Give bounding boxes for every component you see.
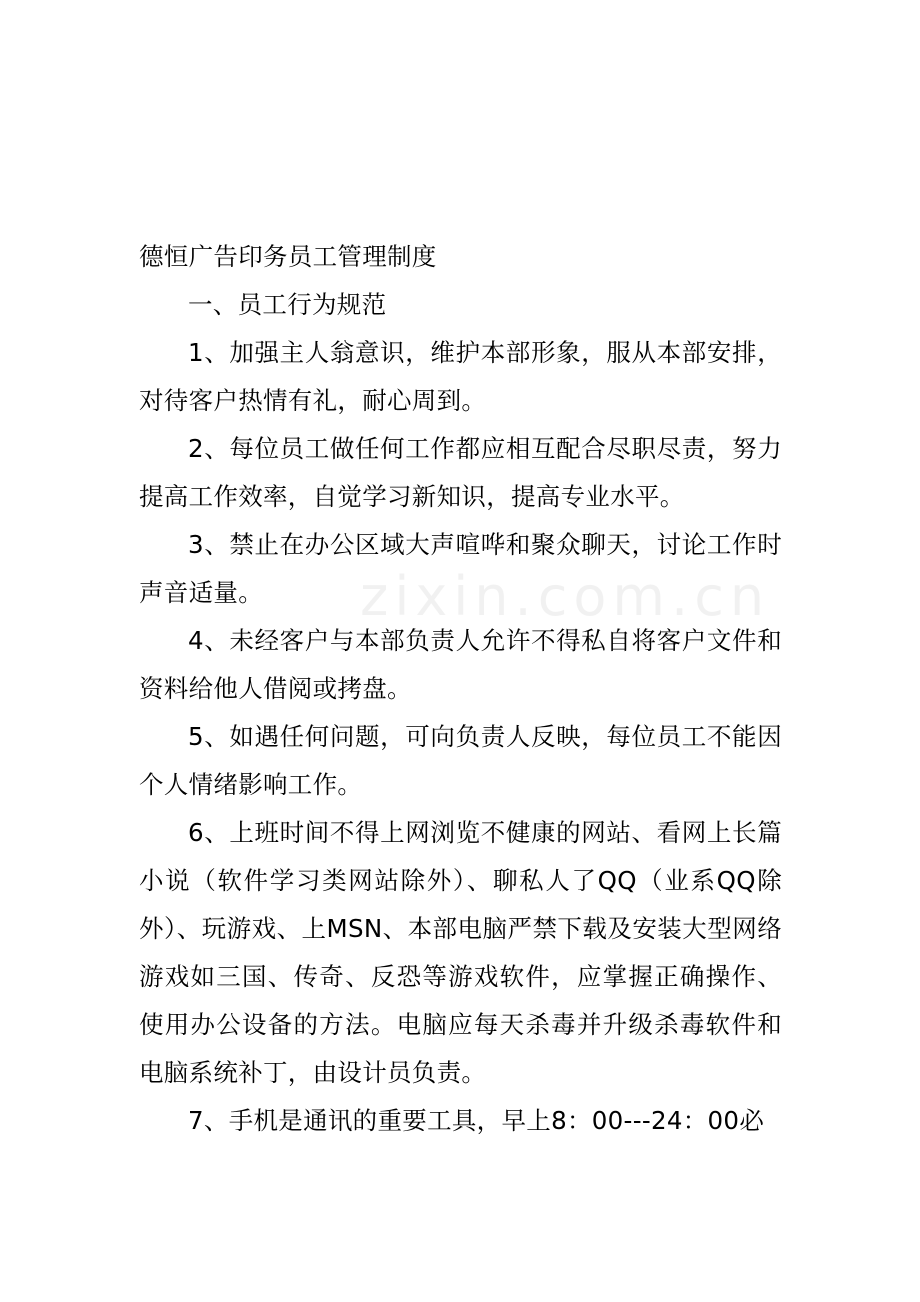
watermark: zixin.com.cn	[360, 565, 771, 628]
paragraph-rule-3: 3、禁止在办公区域大声喧哗和聚众聊天，讨论工作时声音适量。	[139, 530, 782, 607]
section-heading: 一、员工行为规范	[188, 290, 387, 319]
paragraph-rule-5: 5、如遇任何问题，可向负责人反映，每位员工不能因个人情绪影响工作。	[139, 722, 782, 799]
paragraph-rule-4: 4、未经客户与本部负责人允许不得私自将客户文件和资料给他人借阅或拷盘。	[139, 626, 782, 703]
document-body	[139, 233, 782, 1145]
paragraph-rule-7: 7、手机是通讯的重要工具，早上8：00---24：00必	[188, 1106, 765, 1135]
document-title: 德恒广告印务员工管理制度	[139, 242, 437, 271]
paragraph-rule-1: 1、加强主人翁意识，维护本部形象，服从本部安排，对待客户热情有礼，耐心周到。	[139, 338, 782, 415]
paragraph-rule-6: 6、上班时间不得上网浏览不健康的网站、看网上长篇小说（软件学习类网站除外）、聊私人了QQ（业系QQ除外）、玩游戏、上MSN、本部电脑严禁下载及安装大型网络游戏如三国、传奇、反恐等游戏软件，应掌握正确操作、使用办公设备的方法。电脑应每天杀毒并升级杀毒软件和电脑系统补丁，由设计员负责。	[139, 818, 782, 1087]
paragraph-rule-2: 2、每位员工做任何工作都应相互配合尽职尽责，努力提高工作效率，自觉学习新知识，提高专业水平。	[139, 434, 782, 511]
